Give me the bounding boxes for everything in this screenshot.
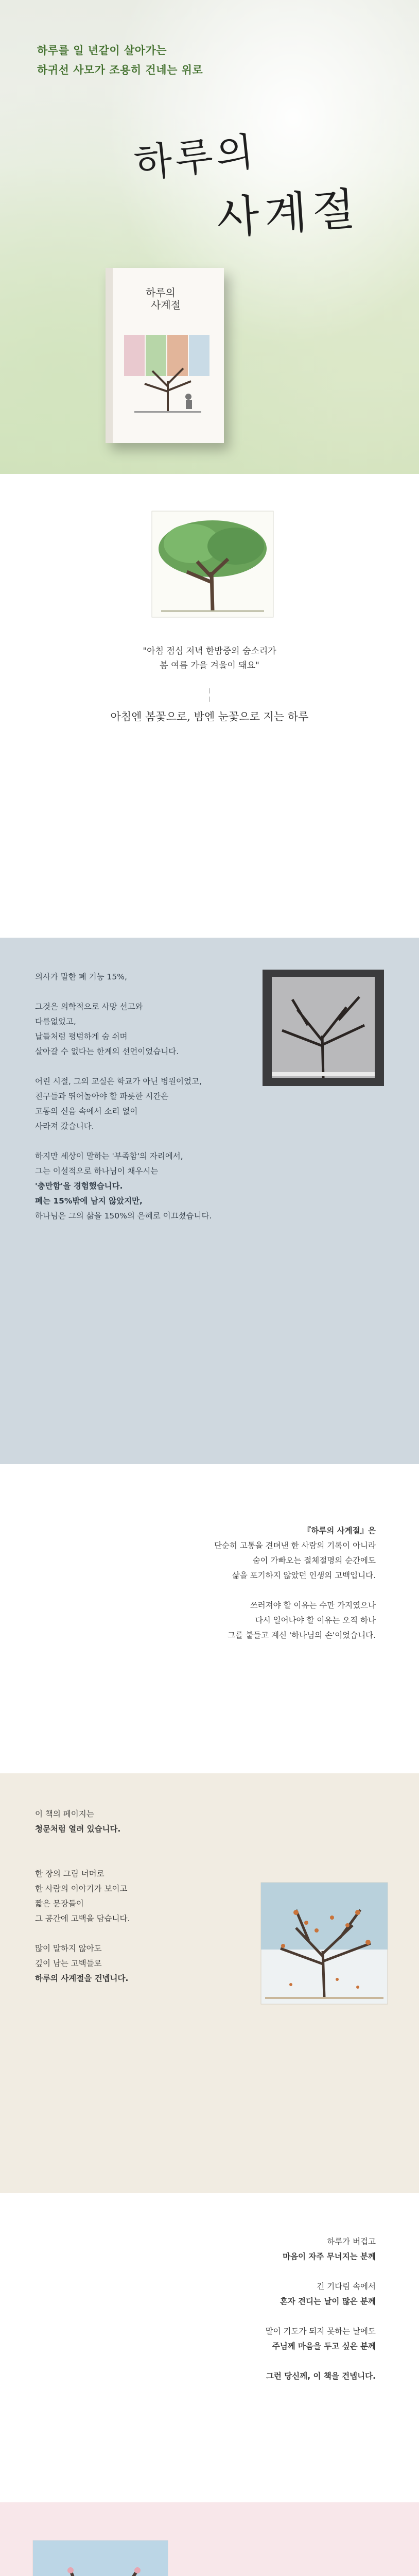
story-line: 다름없었고, <box>35 1017 76 1026</box>
story-line: 폐는 15%밖에 남지 않았지만, <box>35 1196 143 1206</box>
pages-line: 많이 말하지 않아도 <box>35 1944 102 1953</box>
about-section <box>0 1464 419 1773</box>
about-line: 숨이 가빠오는 절체절명의 순간에도 <box>252 1556 376 1565</box>
pages-line <box>35 1926 130 1941</box>
pages-line <box>35 1852 130 1867</box>
green-tree-illustration <box>151 510 274 618</box>
about-line: 삶을 포기하지 않았던 인생의 고백입니다. <box>232 1571 376 1580</box>
winter-tree-illustration <box>261 969 385 1087</box>
pages-line: 청문처럼 열려 있습니다. <box>35 1824 121 1834</box>
pages-line: 한 장의 그림 너머로 <box>35 1869 104 1878</box>
testimony-section <box>0 2502 419 2576</box>
recommend-line: 마음이 자주 무너지는 분께 <box>283 2252 376 2261</box>
recommend-line: 혼자 견디는 날이 많은 분께 <box>280 2297 376 2306</box>
book-cover-title <box>146 286 181 311</box>
story-line: 날들처럼 평범하게 숨 쉬며 <box>35 1032 128 1041</box>
intro-quote-line-2: 봄 여름 가을 겨울이 돼요" <box>160 660 259 671</box>
story-line: 그는 이설적으로 하나님이 채우시는 <box>35 1166 159 1176</box>
story-line <box>35 1059 212 1074</box>
recommend-text <box>266 2234 376 2384</box>
recommend-line <box>266 2309 376 2324</box>
hero-title-part1: 하루의 <box>132 128 259 187</box>
story-line: 살아갈 수 없다는 한계의 선언이었습니다. <box>35 1047 179 1056</box>
story-line: 친구들과 뛰어놀아야 할 파릇한 시간은 <box>35 1092 169 1101</box>
story-line: 어린 시절, 그의 교실은 학교가 아닌 병원이었고, <box>35 1077 202 1086</box>
intro-subquote: 아침엔 봄꽃으로, 밤엔 눈꽃으로 지는 하루 <box>110 710 309 723</box>
book-cover-title-line-2: 사계절 <box>151 299 181 311</box>
recommend-section <box>0 2193 419 2502</box>
recommend-line: 긴 기다림 속에서 <box>317 2282 376 2291</box>
story-section <box>0 938 419 1464</box>
pages-line: 이 책의 페이지는 <box>35 1809 94 1819</box>
book-cover-title-line-1: 하루의 <box>146 286 176 299</box>
intro-quote-line-1: "아침 점심 저녁 한밤중의 숨소리가 <box>143 646 276 656</box>
pages-line <box>35 1837 130 1852</box>
dashed-divider <box>206 685 213 705</box>
story-text <box>35 970 212 1224</box>
intro-section <box>0 474 419 938</box>
pages-section <box>0 1773 419 2193</box>
about-line: 다시 일어나야 할 이유는 오직 하나 <box>255 1616 376 1625</box>
story-line: 하나님은 그의 삶을 150%의 은혜로 이끄셨습니다. <box>35 1211 212 1221</box>
recommend-line <box>266 2264 376 2279</box>
hero-tagline-2: 하귀선 사모가 조용히 건네는 위로 <box>37 64 203 76</box>
hero-title-part2: 사계절 <box>215 183 362 245</box>
hero-banner <box>0 0 419 474</box>
about-line <box>214 1583 376 1598</box>
blossom-tree-illustration <box>32 2539 169 2576</box>
pages-line: 깊이 남는 고백들로 <box>35 1959 102 1968</box>
book-cover <box>106 268 224 443</box>
about-line: 『하루의 사계절』은 <box>303 1526 376 1535</box>
story-line: 하지만 세상이 말하는 '부족함'의 자리에서, <box>35 1151 183 1161</box>
story-line <box>35 985 212 999</box>
recommend-line: 하루가 버겁고 <box>327 2237 376 2246</box>
hero-tagline-1: 하루를 일 년같이 살아가는 <box>37 44 167 57</box>
recommend-line: 말이 기도가 되지 못하는 날에도 <box>265 2327 376 2336</box>
story-line: 의사가 말한 폐 기능 15%, <box>35 972 127 981</box>
story-line: 사라져 갔습니다. <box>35 1122 94 1131</box>
about-line: 그를 붙들고 계신 '하나님의 손'이었습니다. <box>228 1631 376 1640</box>
story-line: '충만함'을 경험했습니다. <box>35 1181 123 1191</box>
story-line: 고통의 신음 속에서 소리 없이 <box>35 1107 138 1116</box>
pages-line: 한 사람의 이야기가 보이고 <box>35 1884 128 1893</box>
recommend-line: 그런 당신께, 이 책을 건넵니다. <box>266 2371 376 2381</box>
story-line: 그것은 의학적으로 사망 선고와 <box>35 1002 143 1011</box>
recommend-line: 주님께 마음을 두고 싶은 분께 <box>272 2342 376 2351</box>
intro-quote <box>0 644 419 673</box>
pages-line: 짧은 문장들이 <box>35 1899 84 1908</box>
pages-line: 그 공간에 고백을 담습니다. <box>35 1914 130 1923</box>
recommend-line <box>266 2354 376 2369</box>
pages-text <box>35 1807 130 1986</box>
story-line <box>35 1134 212 1149</box>
book-cover-tree-illustration <box>124 335 212 417</box>
about-text <box>214 1523 376 1643</box>
pages-line: 하루의 사계절을 건넵니다. <box>35 1974 129 1983</box>
autumn-tree-illustration <box>260 1882 389 2005</box>
about-line: 단순히 고통을 견뎌낸 한 사람의 기록이 아니라 <box>214 1541 376 1550</box>
about-line: 쓰러져야 할 이유는 수만 가지였으나 <box>250 1601 376 1610</box>
